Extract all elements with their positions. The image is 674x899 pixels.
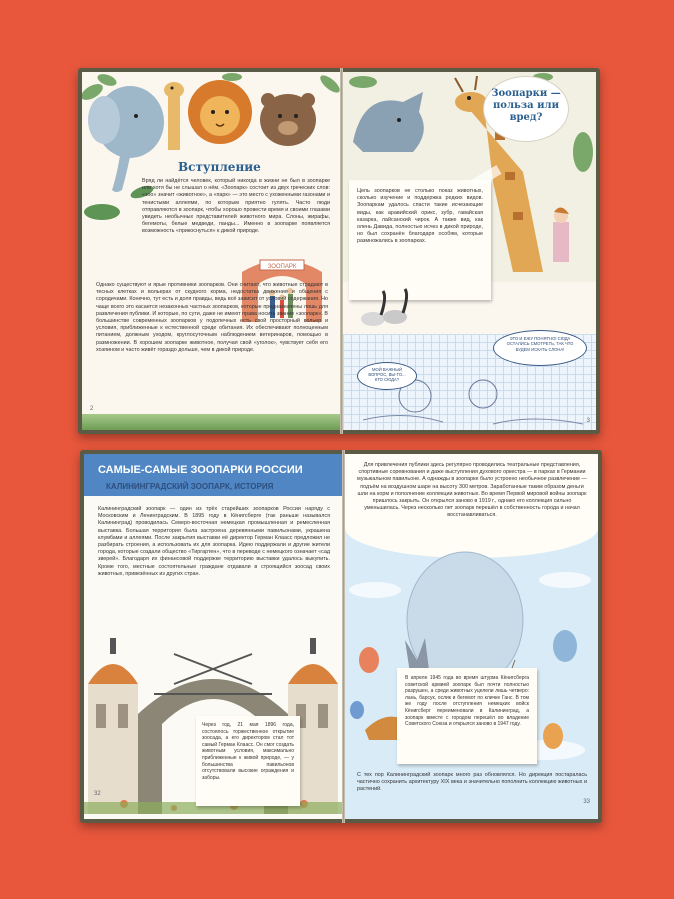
gate-sign: ЗООПАРК: [267, 264, 297, 270]
opening-note-text: Через год, 21 мая 1896 года, состоялось торжественное открытие зоосада, а его директором стал тот самый Герман Клаасс. Он смог создать животным условия, максимально приближенные к живой природе, — у большинства павильонов отсутствовали высокие ограждения и заборы.: [202, 722, 294, 781]
geese-illustration: [353, 287, 413, 337]
speech-bubble-left: [357, 362, 417, 390]
grass-border: [82, 414, 340, 430]
top-paragraph: Для привлечения публики здесь регулярно проводились театральные представления, спортивные соревнования и даже выступления духового оркестра — в парках в Германии музыкальном павильоне. А однажды в зоопарке было устроено необычное развлечение — подъём на воздушном шаре на высоту 300 метров. Заработанные таким образом деньги шли на корм и пополнение коллекции животных. Во время Первой мировой войны зоопарк пришлось закрыть. Он открылся заново в 1919 г., однако его коллекция сильно уменьшилась. Через несколько лет зоопарк перешёл в собственность города и начал восстанавливаться.: [357, 462, 587, 519]
speech-bubble-right: [493, 330, 587, 366]
war-note-text: В апреле 1945 года во время штурма Кёнигсберга советской армией зоопарк был почти полностью разрушен, а среди животных уцелели лишь четверо: лань, барсук, ослик и бегемот по кличке Ганс. В том же году после отступления немецких войск Кёнигсберг переименовали в Калининград, а зоопарк вместе с городом перешёл во владение Советского Союза и открылся заново в 1947 году.: [405, 675, 529, 728]
page-number: 33: [583, 799, 590, 805]
info-note: [349, 180, 491, 300]
page-right-zoos: [343, 72, 596, 430]
history-paragraph: Калининградский зоопарк — один из трёх старейших зоопарков России наряду с Московским и Ленинградским. В 1895 году в Кёнигсберге (так раньше назывался Калининград) проводилась Северо-восточная немецкая промышленная и ремесленная выставка. Большая территория была застроена деревянными павильонами, украшена клумбами и аллеями. После закрытия выставки её директор Герман Клаасс предложил не разбирать строения, а использовать их для зоопарка. Идею поддержали и другие жители города, которые создали общество «Тиргартен», что в переводе с немецкого означает «сад зверей». Благодаря их финансовой поддержке территорию выставки удалось выкупить. Кроме того, местные состоятельные граждане отдавали в строящийся зоосад своих животных, привезённых из других стран.: [98, 506, 330, 577]
war-note: [397, 668, 537, 764]
book-spread-intro: [78, 68, 600, 434]
banner-title: САМЫЕ-САМЫЕ ЗООПАРКИ РОССИИ: [98, 464, 303, 476]
bottom-paragraph: С тех пор Калининградский зоопарк много раз обновлялся. Но дирекция постаралась частично сохранить архитектуру XIX века и значительно пополнить коллекцию животных и растений.: [357, 772, 587, 793]
opening-note: [196, 716, 300, 806]
page-left-history: [84, 454, 342, 819]
page-left-intro: [82, 72, 340, 430]
intro-paragraph: Вряд ли найдётся человек, который никогда в жизни не был в зоопарке или хотя бы не слышал о нём. «Зоопарк» состоит из двух греческих слов: «зоо» значит «животное», а «парк» — это место с ухоженными газонами и тенистыми аллеями, по которым приятно гулять. Часто люди отправляются в зоопарк, чтобы хорошо провести время и своими глазами увидеть необычных представителей животного мира. Слоны, жирафы, бегемоты, белые медведи, панды... Именно в зоопарке появляется возможность «прикоснуться» к дикой природе.: [142, 178, 330, 235]
page-title: Зоопарки — польза или вред?: [491, 88, 561, 123]
page-right-history: [345, 454, 598, 819]
page-number: 2: [90, 406, 94, 412]
page-number: 3: [586, 418, 590, 424]
note-text: Цель зоопарков не столько показ животных, сколько изучение и поддержка редких видов. Зоопаркам удалось спасти такие исчезающие виды, как аравийский орикс, зубр, гавайская казарка, лайсанский чирок. А также вид, как олень Давида, полностью исчез в дикой природе, но был сохранён благодаря особям, которые размножались в зоопарках.: [357, 188, 483, 245]
banner-subtitle: КАЛИНИНГРАДСКИЙ ЗООПАРК, ИСТОРИЯ: [106, 482, 274, 491]
page-title: Вступление: [178, 160, 261, 174]
bubble-left-text: МОЙ ВАЖНЫЙ ВОПРОС, ВЫ-ТО... КТО СЮДА?: [368, 367, 406, 383]
bubble-right-text: ЭТО И ЕЖУ ПОНЯТНО! СЮДА ОСТАЛИСЬ СМОТРЕТЬ, ТАК ЧТО БУДЕМ ИСКАТЬ СЛОНА!: [506, 336, 574, 352]
body-paragraph: Однако существуют и ярые противники зоопарков. Они считают, что животные страдают в тесных клетках и вольерах от скудного корма, недостатка движения и общения с сородичами. Конечно, тут есть и доля правды, ведь всё зависит от условий содержания. Но чаще всего это касается незаконных частных зоопарков, которые предназначены лишь для развлечения публики. И которые, по сути, даже не имеют права носить звание «зоопарк». В большинстве современных зоопарков у подопечных есть свой просторный вольер и условия, приближенные к естественной среде обитания. Их обеспечивают полноценным питанием, должным уходом, круглосуточным наблюдением ветеринаров, помощью в размножении. В хорошем зоопарке животное, получая свой «уголок», чувствует себя его хозяином и часто живёт гораздо дольше, чем в дикой природе.: [96, 282, 328, 353]
page-number: 32: [94, 791, 101, 797]
book-spread-kaliningrad: [80, 450, 602, 823]
